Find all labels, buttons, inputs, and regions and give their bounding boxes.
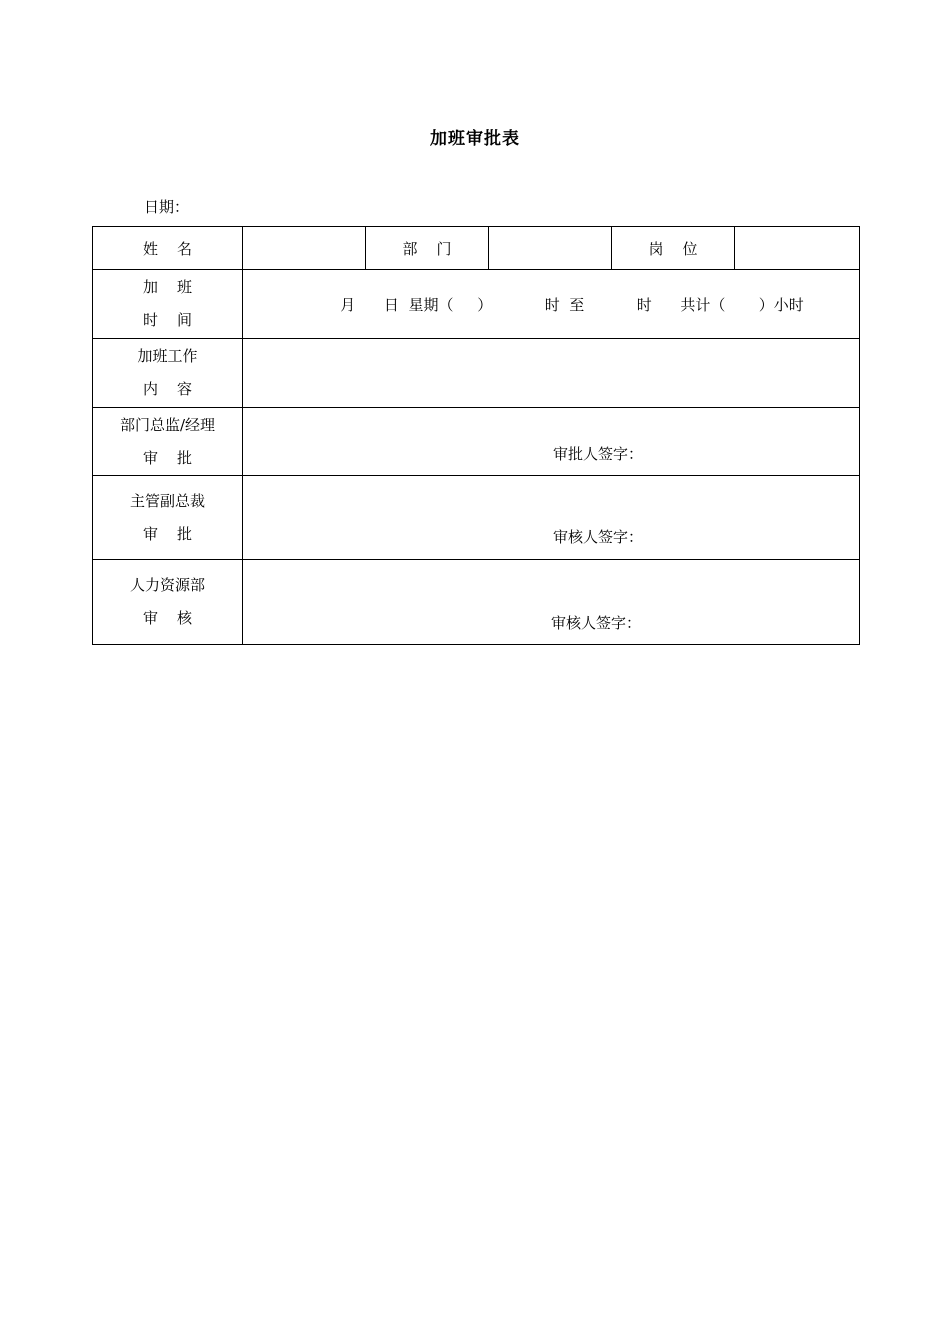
vp-approval-label (93, 476, 243, 560)
approver-signature-label: 审批人签字： (553, 445, 644, 463)
reviewer-signature-label-vp: 审核人签字： (553, 528, 644, 546)
position-value-field[interactable] (735, 227, 860, 270)
table-row-overtime-content (93, 339, 860, 408)
vp-approval-label-line2: 审 批 (142, 524, 193, 543)
overtime-approval-table (92, 226, 860, 645)
vp-approval-label-line1: 主管副总裁 (129, 491, 205, 510)
overtime-content-label (93, 339, 243, 408)
name-label: 姓 名 (93, 227, 243, 270)
reviewer-signature-label-hr: 审核人签字： (551, 614, 642, 632)
hr-review-label (93, 560, 243, 645)
hr-review-label-line2: 审 核 (142, 609, 193, 627)
name-value-field[interactable] (243, 227, 366, 270)
date-label: 日期： (144, 198, 190, 216)
table-row-overtime-time (93, 270, 860, 339)
department-value-field[interactable] (489, 227, 612, 270)
dept-director-approval-label-line2: 审 批 (142, 448, 193, 467)
overtime-time-label-line1: 加 班 (142, 278, 193, 296)
overtime-content-label-line2: 内 容 (142, 380, 193, 398)
overtime-time-label-line2: 时 间 (142, 311, 193, 329)
position-label: 岗 位 (612, 227, 735, 270)
hr-review-field[interactable] (243, 560, 860, 645)
dept-director-approval-field[interactable] (243, 408, 860, 476)
overtime-content-label-line1: 加班工作 (137, 347, 198, 365)
hr-review-label-line1: 人力资源部 (129, 576, 205, 594)
table-row-name (93, 227, 860, 270)
form-title: 加班审批表 (430, 129, 520, 149)
dept-director-approval-label-line1: 部门总监/经理 (119, 415, 216, 434)
overtime-time-label (93, 270, 243, 339)
overtime-content-field[interactable] (243, 339, 860, 408)
table-row-dept-approval (93, 408, 860, 476)
overtime-time-field[interactable]: 月 日 星期（ ） 时 至 时 共计（ ）小时 (243, 270, 860, 339)
vp-approval-field[interactable] (243, 476, 860, 560)
table-row-vp-approval (93, 476, 860, 560)
department-label: 部 门 (366, 227, 489, 270)
table-row-hr-review (93, 560, 860, 645)
dept-director-approval-label (93, 408, 243, 476)
